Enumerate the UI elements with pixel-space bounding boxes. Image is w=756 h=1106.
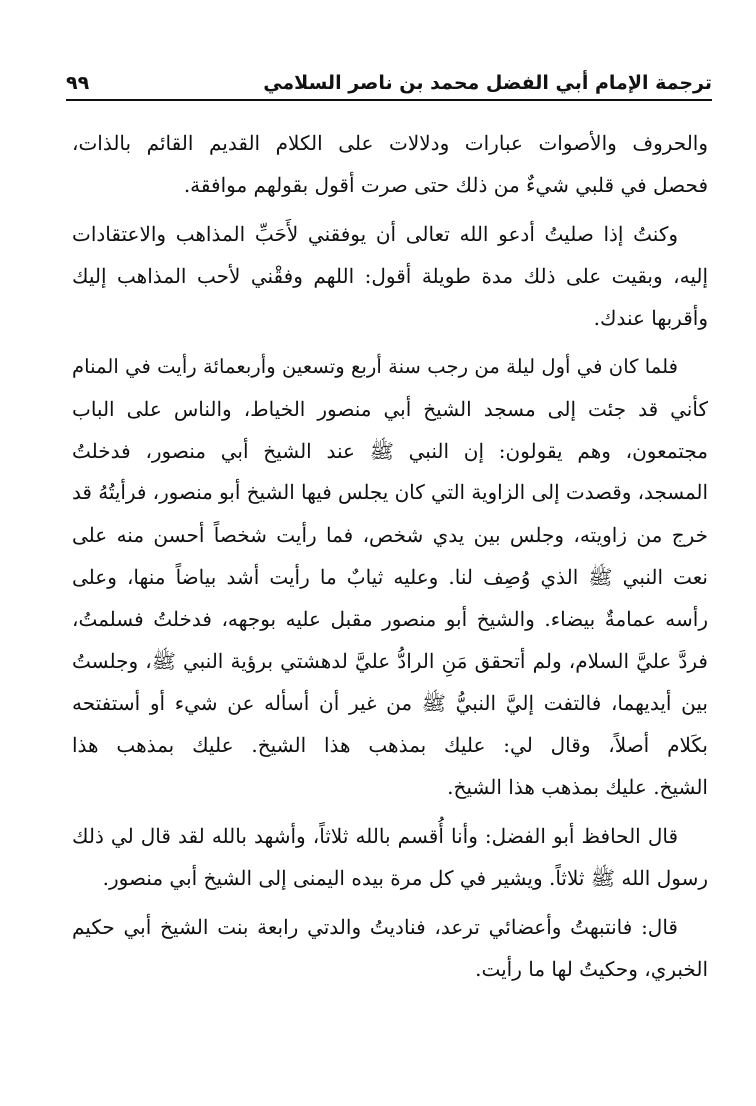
- text-line: فردَّ عليَّ السلام، ولم أتحقق مَنِ الرادُّ عليَّ لدهشتي برؤية النبي ﷺ، وجلستُ: [72, 649, 708, 673]
- paragraph: [72, 346, 708, 808]
- text-line: الشيخ. عليك بمذهب هذا الشيخ.: [447, 775, 708, 799]
- text-line: رأسه عمامةٌ بيضاء. والشيخ أبو منصور مقبل عليه بوجهه، فدخلتُ فسلمتُ،: [72, 607, 708, 631]
- text-line: خرج من زاويته، وجلس بين يدي شخص، فما رأيت شخصاً أحسن منه على: [72, 523, 708, 547]
- text-line: رسول الله ﷺ ثلاثاً. ويشير في كل مرة بيده اليمنى إلى الشيخ أبي منصور.: [102, 866, 708, 890]
- header-divider: [66, 99, 712, 101]
- running-title: ترجمة الإمام أبي الفضل محمد بن ناصر السلامي: [263, 72, 712, 94]
- text-line: والحروف والأصوات عبارات ودلالات على الكلام القديم القائم بالذات،: [72, 131, 708, 155]
- text-line: الخبري، وحكيتُ لها ما رأيت.: [475, 957, 708, 981]
- text-line: فحصل في قلبي شيءٌ من ذلك حتى صرت أقول بقولهم موافقة.: [183, 173, 708, 197]
- text-line: نعت النبي ﷺ الذي وُصِف لنا. وعليه ثيابٌ ما رأيت أشد بياضاً منها، وعلى: [72, 565, 708, 589]
- text-line: بين أيديهما، فالتفت إليَّ النبيُّ ﷺ من غير أن أسأله عن شيء أو أستفتحه: [72, 691, 708, 715]
- page-number: ٩٩: [66, 72, 90, 94]
- text-line: قال: فانتبهتُ وأعضائي ترعد، فناديتُ والدتي رابعة بنت الشيخ أبي حكيم: [72, 915, 678, 939]
- body-text: [72, 122, 708, 997]
- text-line: المسجد، وقصدت إلى الزاوية التي كان يجلس فيها الشيخ أبو منصور، فرأيتُهُ قد: [72, 481, 708, 504]
- text-line: بكَلام أصلاً، وقال لي: عليك بمذهب هذا الشيخ. عليك بمذهب هذا: [72, 733, 708, 757]
- text-line: مجتمعون، وهم يقولون: إن النبي ﷺ عند الشيخ أبي منصور، فدخلتُ: [72, 439, 708, 463]
- text-line: فلما كان في أول ليلة من رجب سنة أربع وتسعين وأربعمائة رأيت في المنام: [72, 355, 678, 378]
- paragraph: [72, 815, 708, 899]
- paragraph: [72, 213, 708, 339]
- page-header: [66, 64, 712, 98]
- text-line: كأني قد جئت إلى مسجد الشيخ أبي منصور الخياط، والناس على الباب: [72, 397, 708, 421]
- paragraph: [72, 906, 708, 990]
- text-line: وكنتُ إذا صليتُ أدعو الله تعالى أن يوفقني لأَحَبِّ المذاهب والاعتقادات: [72, 222, 678, 246]
- text-line: قال الحافظ أبو الفضل: وأنا أُقسم بالله ثلاثاً، وأشهد بالله لقد قال لي ذلك: [72, 824, 678, 848]
- text-line: وأقربها عندك.: [593, 306, 708, 330]
- text-line: إليه، وبقيت على ذلك مدة طويلة أقول: اللهم وفقْني لأحب المذاهب إليك: [72, 264, 709, 288]
- paragraph: [72, 122, 708, 206]
